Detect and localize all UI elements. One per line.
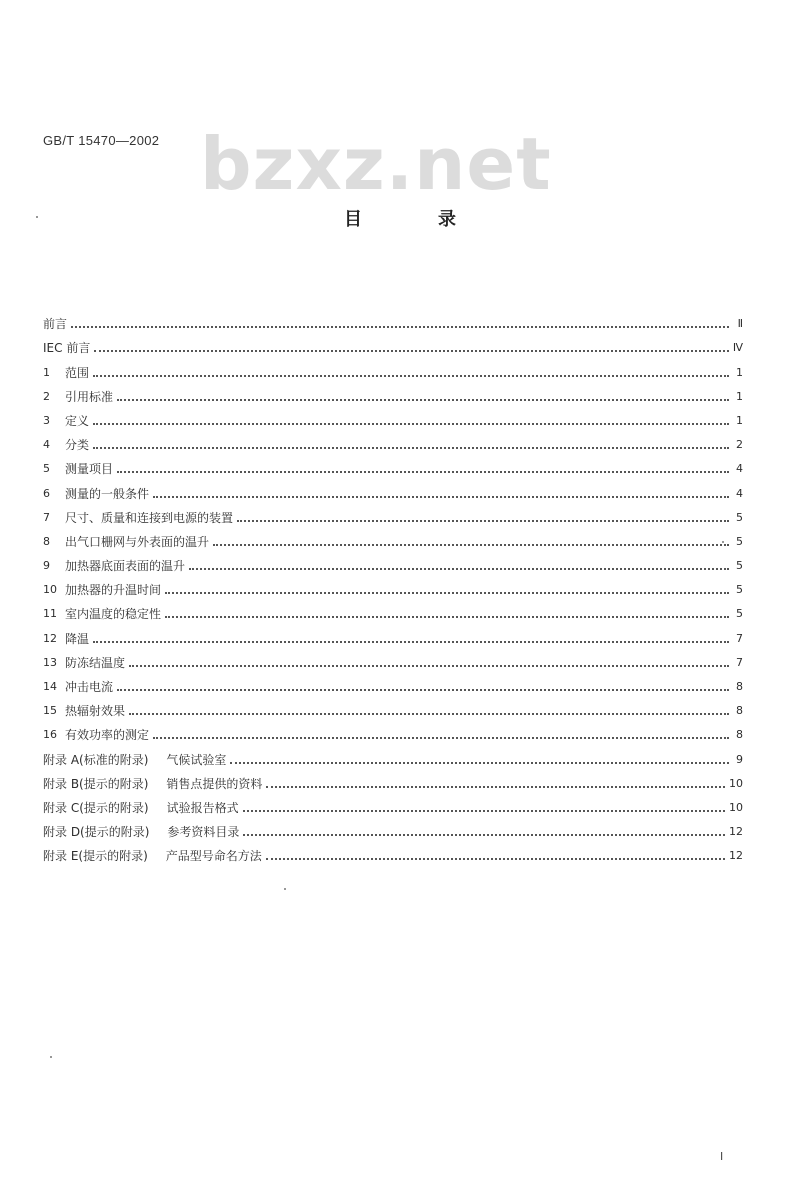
toc-entry-label: 降温 [65,631,90,646]
toc-entry-label: 出气口栅网与外表面的温升 [65,534,210,549]
toc-dot-leader [243,834,725,836]
toc-dot-leader [93,423,729,425]
toc-entry-number: 12 [43,631,57,645]
toc-dot-leader [230,762,729,764]
toc-entry[interactable] [43,815,743,839]
toc-entry-page: 8 [736,680,743,693]
table-of-contents [43,307,743,863]
toc-entry[interactable] [43,331,743,355]
toc-entry[interactable] [43,549,743,573]
standard-code: GB/T 15470—2002 [43,133,160,148]
toc-entry-number: 14 [43,680,57,693]
toc-entry-number: 5 [43,462,50,476]
toc-entry[interactable] [43,404,743,428]
toc-entry[interactable] [43,428,743,452]
toc-dot-leader [117,689,729,691]
toc-entry-page: 2 [736,438,743,452]
toc-entry-label: IEC 前言 [43,341,91,356]
toc-entry-page: 1 [736,365,743,379]
toc-entry[interactable] [43,646,743,670]
toc-entry-number: 13 [43,655,57,669]
page-number: Ⅰ [720,1150,724,1163]
toc-entry-page: Ⅳ [732,341,743,355]
toc-entry-label: 前言 [43,317,68,332]
toc-entry-page: 4 [736,486,743,500]
toc-entry-page: 12 [729,825,743,839]
toc-dot-leader [93,641,729,643]
toc-entry[interactable] [43,670,743,694]
toc-dot-leader [117,471,729,473]
toc-entry-page: 5 [736,510,743,524]
toc-entry-appendix-title: 参考资料目录 [167,825,240,840]
toc-title-char-left: 目 [344,209,362,230]
toc-entry[interactable] [43,476,743,500]
toc-entry-page: 9 [736,752,743,766]
toc-entry-label: 冲击电流 [65,680,114,694]
toc-entry-number: 16 [43,728,57,742]
toc-dot-leader [189,568,729,570]
toc-entry[interactable] [43,839,743,863]
toc-dot-leader [129,665,729,667]
toc-dot-leader [93,375,729,377]
scan-speck [722,541,724,543]
toc-entry[interactable] [43,767,743,791]
toc-entry-label: 附录 A(标准的附录) [43,752,149,767]
toc-entry-page: 8 [736,704,743,718]
toc-entry-page: 1 [736,389,743,403]
toc-entry-label: 附录 E(提示的附录) [43,849,148,864]
toc-entry-label: 加热器底面表面的温升 [65,559,186,574]
toc-entry[interactable] [43,380,743,404]
toc-entry-number: 2 [43,389,50,403]
toc-entry[interactable] [43,597,743,621]
toc-entry-number: 10 [43,583,57,597]
toc-entry-label: 引用标准 [65,389,114,404]
toc-entry-number: 6 [43,486,50,500]
toc-entry-page: 5 [736,583,743,597]
toc-entry-page: 8 [736,728,743,742]
toc-entry-page: 10 [729,776,743,790]
toc-entry-label: 分类 [65,438,90,453]
toc-dot-leader [153,737,729,739]
toc-dot-leader [165,592,729,594]
toc-dot-leader [94,350,729,352]
toc-entry[interactable] [43,694,743,718]
toc-entry[interactable] [43,452,743,476]
toc-entry-label: 尺寸、质量和连接到电源的装置 [65,510,234,525]
toc-entry[interactable] [43,525,743,549]
toc-entry-number: 7 [43,510,50,524]
toc-entry-label: 防冻结温度 [65,655,126,670]
toc-entry-label: 定义 [65,413,90,428]
toc-entry[interactable] [43,718,743,742]
toc-entry-number: 3 [43,413,50,427]
toc-entry[interactable] [43,501,743,525]
toc-entry-label: 加热器的升温时间 [65,583,162,598]
toc-entry-appendix-title: 气候试验室 [166,752,227,767]
toc-entry-number: 15 [43,704,57,718]
toc-title [0,205,800,231]
toc-entry-page: 5 [736,607,743,621]
toc-entry-label: 测量的一般条件 [65,486,150,501]
toc-dot-leader [243,810,725,812]
toc-entry-page: 10 [729,800,743,814]
toc-entry[interactable] [43,742,743,766]
toc-entry-page: 1 [736,413,743,427]
toc-dot-leader [237,520,729,522]
toc-entry[interactable] [43,621,743,645]
toc-entry-label: 范围 [65,365,90,380]
toc-entry-appendix-title: 产品型号命名方法 [165,849,262,864]
toc-entry-label: 附录 D(提示的附录) [43,825,150,840]
toc-entry-label: 测量项目 [65,462,114,477]
toc-entry-appendix-title: 销售点提供的资料 [166,776,263,791]
toc-entry-label: 附录 C(提示的附录) [43,800,149,815]
toc-entry-label: 热辐射效果 [65,704,126,719]
toc-dot-leader [153,496,729,498]
toc-entry[interactable] [43,573,743,597]
toc-dot-leader [266,858,725,860]
toc-dot-leader [213,544,729,546]
toc-entry-label: 有效功率的测定 [65,728,150,743]
toc-entry-number: 9 [43,559,50,573]
toc-entry-number: 1 [43,365,50,379]
toc-entry[interactable] [43,791,743,815]
toc-dot-leader [117,399,729,401]
toc-entry-number: 11 [43,607,57,621]
toc-dot-leader [266,786,725,788]
scan-speck [284,888,286,890]
toc-entry-page: Ⅱ [737,317,743,331]
toc-title-char-right: 录 [438,209,456,230]
toc-dot-leader [71,326,729,328]
toc-entry-appendix-title: 试验报告格式 [166,800,239,815]
toc-entry-number: 8 [43,534,50,548]
toc-entry[interactable] [43,307,743,331]
toc-entry-label: 附录 B(提示的附录) [43,776,149,791]
toc-entry[interactable] [43,355,743,379]
toc-dot-leader [93,447,729,449]
scan-speck [36,216,38,218]
toc-entry-page: 5 [736,559,743,573]
toc-entry-page: 7 [736,655,743,669]
toc-dot-leader [165,616,729,618]
toc-entry-page: 12 [729,849,743,863]
toc-entry-page: 7 [736,631,743,645]
watermark: bzxz.net [200,122,552,206]
toc-entry-page: 5 [736,534,743,548]
toc-dot-leader [129,713,729,715]
toc-entry-number: 4 [43,438,50,452]
toc-entry-page: 4 [736,462,743,476]
scan-speck [50,1056,52,1058]
toc-entry-label: 室内温度的稳定性 [65,607,162,622]
